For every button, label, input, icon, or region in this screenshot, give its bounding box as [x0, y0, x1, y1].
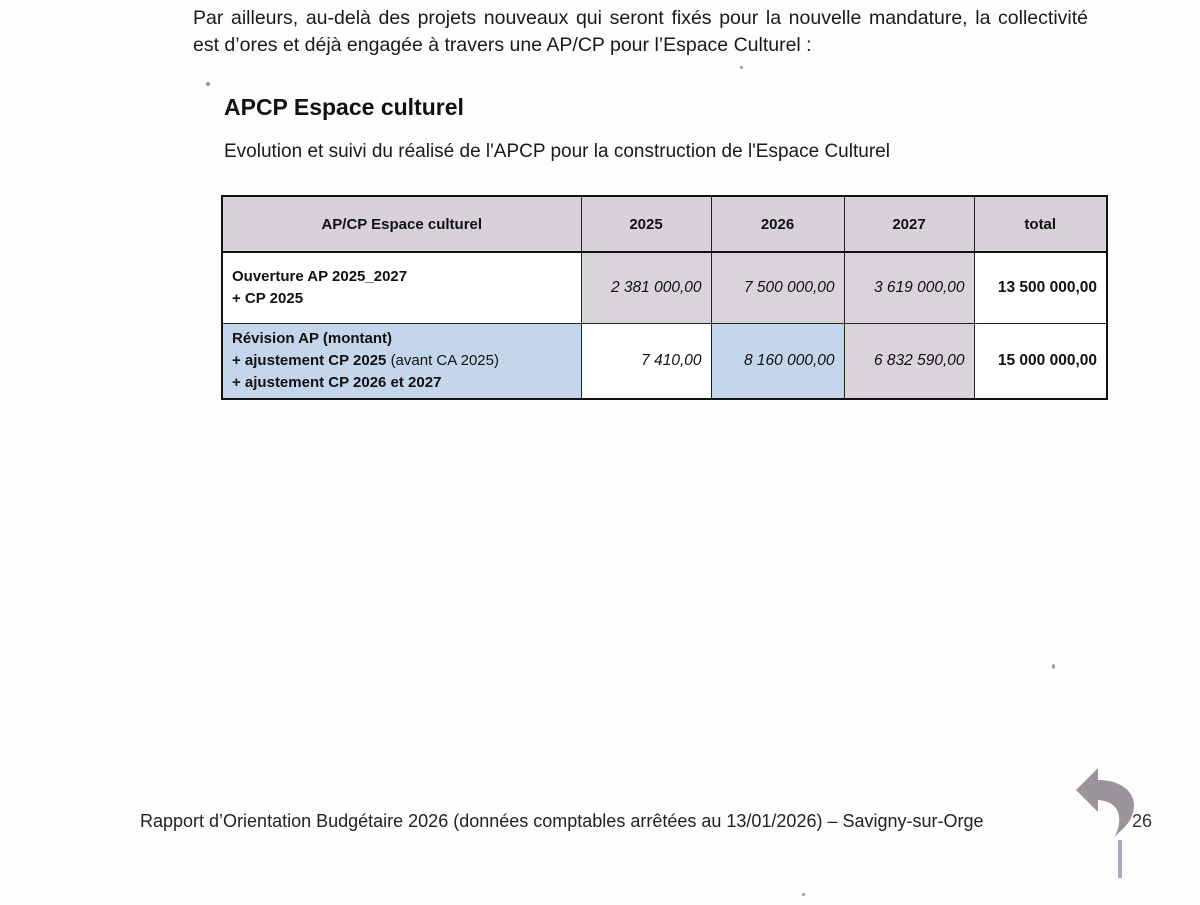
value-cell-2026: 8 160 000,00	[711, 324, 844, 400]
row-label-line: + CP 2025	[232, 290, 304, 307]
scan-speck	[1052, 664, 1055, 669]
row-label-line	[232, 350, 572, 372]
page-number: 26	[1132, 811, 1153, 831]
scan-speck	[206, 82, 210, 86]
table-row	[222, 324, 1107, 400]
row-label-line: + ajustement CP 2026 et 2027	[232, 374, 442, 391]
row-label-note: (avant CA 2025)	[390, 352, 499, 369]
row-label-line: Révision AP (montant)	[232, 330, 393, 347]
value-cell-2027: 3 619 000,00	[844, 252, 974, 324]
row-label-line-bold: + ajustement CP 2025	[232, 352, 387, 369]
row-label-line: Ouverture AP 2025_2027	[232, 268, 408, 285]
page-footer: Rapport d’Orientation Budgétaire 2026 (données comptables arrêtées au 13/01/2026) – Savigny-sur-Orge	[140, 811, 984, 831]
value-cell-total: 13 500 000,00	[974, 252, 1107, 324]
apcp-table	[221, 195, 1108, 400]
row-label	[222, 252, 581, 324]
header-cell-2027: 2027	[844, 196, 974, 252]
value-cell-2027: 6 832 590,00	[844, 324, 974, 400]
section-subtitle: Evolution et suivi du réalisé de l'APCP pour la construction de l'Espace Culturel	[224, 141, 890, 162]
header-cell-total: total	[974, 196, 1107, 252]
table-header-row	[222, 196, 1107, 252]
section-title: APCP Espace culturel	[224, 94, 464, 120]
intro-paragraph: Par ailleurs, au-delà des projets nouveaux qui seront fixés pour la nouvelle mandature, la collectivité est d’ores et déjà engagée à travers une AP/CP pour l’Espace Culturel :	[193, 7, 1088, 56]
value-cell-2025: 2 381 000,00	[581, 252, 711, 324]
scan-speck	[740, 66, 743, 69]
row-label	[222, 324, 581, 400]
header-cell-label: AP/CP Espace culturel	[222, 196, 581, 252]
scan-speck	[802, 893, 805, 896]
value-cell-2026: 7 500 000,00	[711, 252, 844, 324]
value-cell-2025: 7 410,00	[581, 324, 711, 400]
header-cell-2025: 2025	[581, 196, 711, 252]
table-row	[222, 252, 1107, 324]
value-cell-total: 15 000 000,00	[974, 324, 1107, 400]
header-cell-2026: 2026	[711, 196, 844, 252]
